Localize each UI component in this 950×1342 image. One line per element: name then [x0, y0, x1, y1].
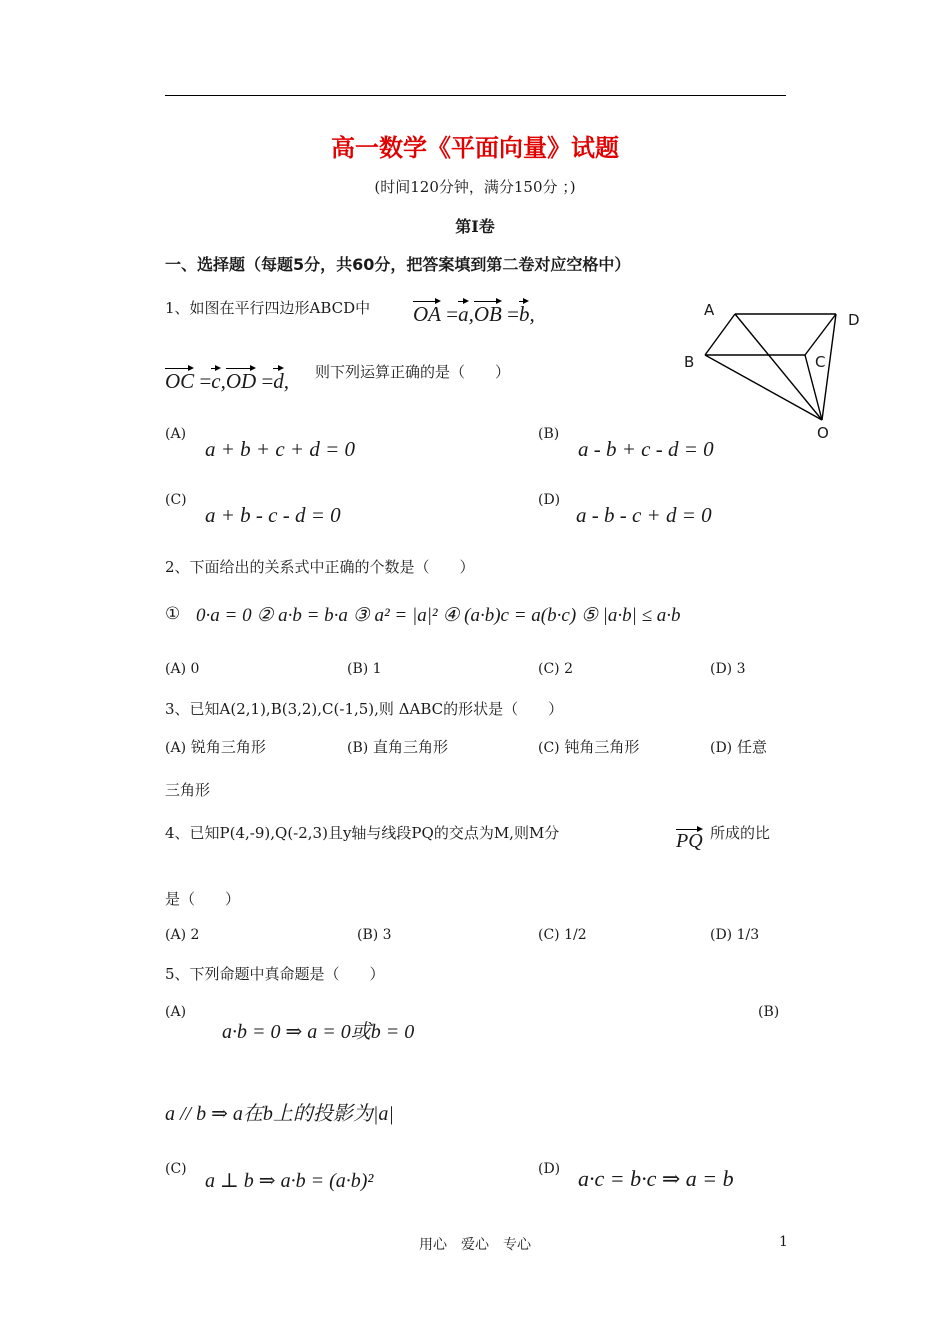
q1-option-b-expr: a - b + c - d = 0	[578, 437, 714, 461]
q1-math-line1: OA =a,OB =b,	[413, 302, 535, 326]
q1-option-a-label: (A)	[165, 426, 187, 442]
q5-option-d-expr: a·c = b·c ⇒ a = b	[578, 1166, 734, 1191]
q5-option-b-label: (B)	[758, 1004, 780, 1020]
q2-option-c: (C) 2	[538, 661, 574, 677]
q3-option-b: (B) 直角三角形	[347, 738, 449, 756]
label-d: D	[848, 311, 860, 329]
q1-option-a-expr: a + b + c + d = 0	[205, 437, 356, 461]
q1-stem: 1、如图在平行四边形ABCD中	[165, 299, 371, 317]
q3-option-d: (D) 任意	[710, 738, 767, 756]
edge-bo	[705, 355, 822, 420]
label-o: O	[817, 424, 829, 442]
edge-ao	[735, 314, 822, 420]
q1-option-b-label: (B)	[538, 426, 560, 442]
q1-option-d-label: (D)	[538, 492, 561, 508]
q5-option-c-expr: a ⊥ b ⇒ a·b = (a·b)²	[205, 1170, 374, 1192]
q3-option-a: (A) 锐角三角形	[165, 738, 266, 756]
q1-vector-oa: OA	[413, 302, 441, 326]
q2-option-d: (D) 3	[710, 661, 746, 677]
q5-option-a-label: (A)	[165, 1004, 187, 1020]
q1-option-d-expr: a - b - c + d = 0	[576, 503, 712, 527]
header-rule	[165, 95, 786, 96]
q5-option-b-expr: a // b ⇒ a在b上的投影为|a|	[165, 1103, 394, 1125]
q5-option-a-expr: a·b = 0 ⇒ a = 0或b = 0	[222, 1021, 415, 1043]
label-a: A	[704, 301, 715, 319]
parallelogram-figure	[670, 296, 870, 446]
q4-option-d: (D) 1/3	[710, 927, 760, 943]
q1-option-c-expr: a + b - c - d = 0	[205, 503, 341, 527]
q5-stem: 5、下列命题中真命题是（ ）	[165, 965, 385, 983]
q2-option-b: (B) 1	[347, 661, 382, 677]
page-subtitle: (时间120分钟，满分150分 ；)	[374, 178, 576, 196]
footer-slogan: 用心 爱心 专心	[419, 1237, 531, 1253]
label-b: B	[684, 353, 695, 371]
q2-option-a: (A) 0	[165, 661, 200, 677]
q4-stem: 4、已知P(4,-9),Q(-2,3)且y轴与线段PQ的交点为M,则M分	[165, 824, 560, 842]
page-title: 高一数学《平面向量》试题	[331, 134, 619, 162]
q1-stem-tail: 则下列运算正确的是（ ）	[315, 363, 511, 381]
volume-heading: 第Ⅰ卷	[455, 217, 495, 236]
q3-stem: 3、已知A(2,1),B(3,2),C(-1,5),则 ΔABC的形状是（ ）	[165, 700, 564, 718]
q2-stem: 2、下面给出的关系式中正确的个数是（ ）	[165, 558, 475, 576]
label-c: C	[815, 353, 826, 371]
q2-circle-1: ①	[165, 604, 181, 624]
q4-option-a: (A) 2	[165, 927, 200, 943]
section-heading: 一、选择题（每题5分，共60分，把答案填到第二卷对应空格中）	[165, 255, 631, 274]
q4-vector-pq: PQ	[676, 830, 703, 852]
q3-option-c: (C) 钝角三角形	[538, 738, 640, 756]
q4-stem-tail: 所成的比	[710, 824, 771, 842]
q1-math-line2: OC =c,OD =d,	[165, 369, 290, 393]
q3-option-d-wrap: 三角形	[165, 781, 211, 799]
edge-ab	[705, 314, 735, 355]
q2-relations: 0·a = 0 ② a·b = b·a ③ a² = |a|² ④ (a·b)c = a(b·c) ⑤ |a·b| ≤ a·b	[196, 605, 681, 626]
page-number: 1	[779, 1234, 788, 1250]
q4-stem-line2: 是（ ）	[165, 890, 241, 908]
q5-option-d-label: (D)	[538, 1161, 561, 1177]
q4-option-b: (B) 3	[357, 927, 392, 943]
q4-option-c: (C) 1/2	[538, 927, 587, 943]
q5-option-c-label: (C)	[165, 1161, 187, 1177]
q1-option-c-label: (C)	[165, 492, 187, 508]
